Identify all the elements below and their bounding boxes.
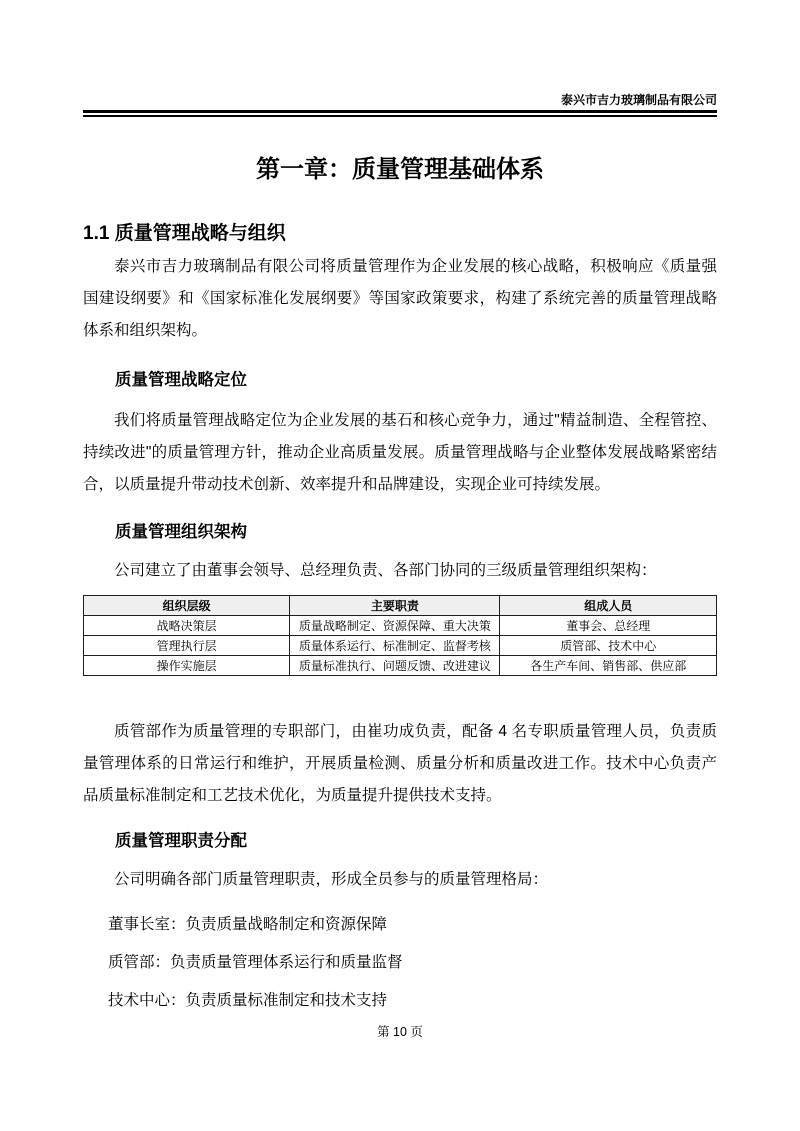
table-cell: 质管部、技术中心 — [500, 636, 717, 656]
subheading-strategy-positioning: 质量管理战略定位 — [115, 371, 247, 389]
table-cell: 质量战略制定、资源保障、重大决策 — [290, 616, 500, 636]
table-header-members: 组成人员 — [500, 596, 717, 616]
table-cell: 战略决策层 — [84, 616, 290, 636]
table-cell: 管理执行层 — [84, 636, 290, 656]
table-cell: 质量标准执行、问题反馈、改进建议 — [290, 656, 500, 676]
table-header-org-level: 组织层级 — [84, 596, 290, 616]
duty-list — [108, 906, 717, 1020]
table-row — [84, 616, 717, 636]
header-double-rule — [83, 110, 717, 117]
page-number: 第 10 页 — [377, 1025, 423, 1039]
responsibilities-intro-paragraph: 公司明确各部门质量管理职责，形成全员参与的质量管理格局： — [114, 871, 549, 888]
header-company-name: 泰兴市吉力玻璃制品有限公司 — [560, 93, 717, 107]
table-row — [84, 656, 717, 676]
table-cell: 质量体系运行、标准制定、监督考核 — [290, 636, 500, 656]
duty-item-tech-center: 技术中心：负责质量标准制定和技术支持 — [108, 992, 388, 1009]
table-cell: 操作实施层 — [84, 656, 290, 676]
organization-levels-table — [83, 595, 717, 676]
chapter-title: 第一章：质量管理基础体系 — [256, 156, 544, 183]
table-cell: 各生产车间、销售部、供应部 — [500, 656, 717, 676]
table-header-main-duties: 主要职责 — [290, 596, 500, 616]
duty-item-chairman-office: 董事长室：负责质量战略制定和资源保障 — [108, 916, 388, 933]
section-intro-paragraph: 泰兴市吉力玻璃制品有限公司将质量管理作为企业发展的核心战略，积极响应《质量强国建设纲要》和《国家标准化发展纲要》等国家政策要求，构建了系统完善的质量管理战略体系和组织架构。 — [83, 258, 717, 339]
strategy-paragraph: 我们将质量管理战略定位为企业发展的基石和核心竞争力，通过"精益制造、全程管控、持续改进"的质量管理方针，推动企业高质量发展。质量管理战略与企业整体发展战略紧密结合，以质量提升带动技术创新、效率提升和品牌建设，实现企业可持续发展。 — [83, 412, 717, 493]
section-heading-1-1: 1.1 质量管理战略与组织 — [83, 223, 286, 244]
duty-item-quality-dept: 质管部：负责质量管理体系运行和质量监督 — [108, 954, 403, 971]
page-header — [83, 0, 717, 117]
organization-intro-paragraph: 公司建立了由董事会领导、总经理负责、各部门协同的三级质量管理组织架构： — [114, 562, 657, 579]
quality-dept-detail-paragraph: 质管部作为质量管理的专职部门，由崔功成负责，配备 4 名专职质量管理人员，负责质量管理体系的日常运行和维护，开展质量检测、质量分析和质量改进工作。技术中心负责产品质量标准制定和工艺技术优化，为质量提升提供技术支持。 — [83, 723, 717, 804]
table-header-row — [84, 596, 717, 616]
table-row — [84, 636, 717, 656]
subheading-responsibility-allocation: 质量管理职责分配 — [115, 832, 247, 850]
table-cell: 董事会、总经理 — [500, 616, 717, 636]
subheading-organization-structure: 质量管理组织架构 — [115, 523, 247, 541]
